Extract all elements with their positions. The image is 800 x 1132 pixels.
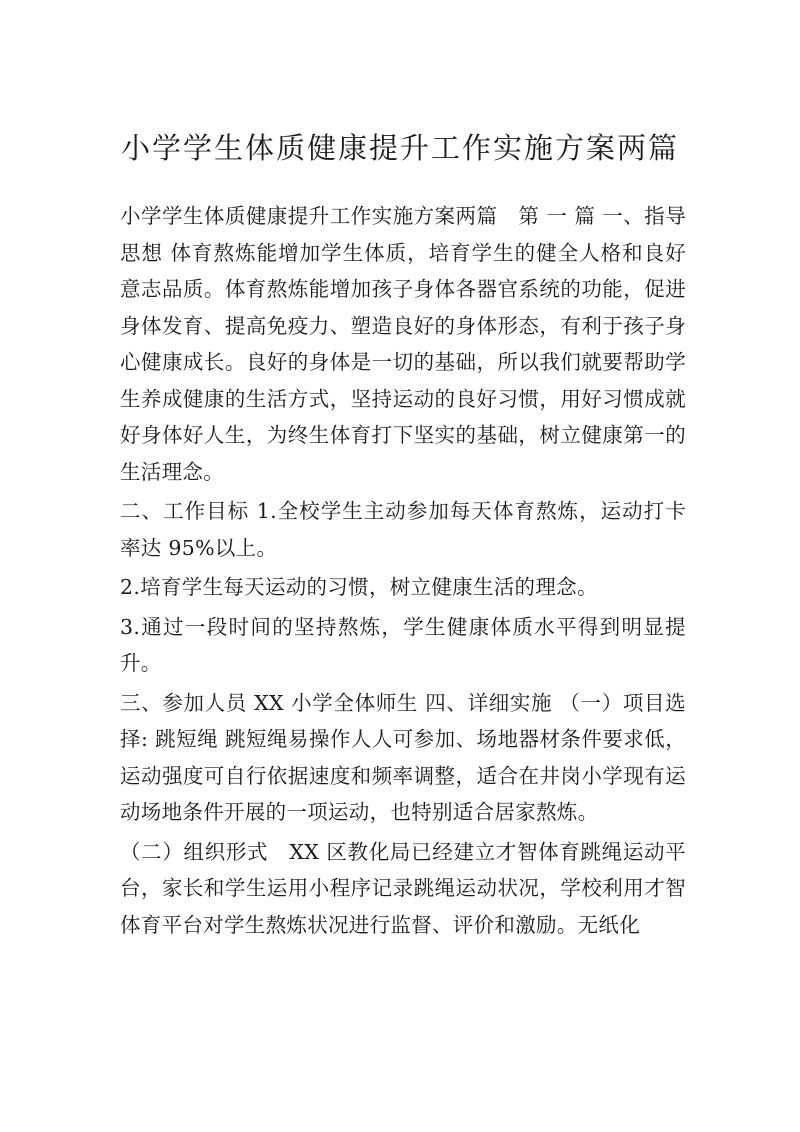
paragraph-goal-2: 2.培育学生每天运动的习惯，树立健康生活的理念。 — [120, 575, 598, 599]
paragraph-work-goals: 二、工作目标 1.全校学生主动参加每天体育熬炼，运动打卡率达 95%以上。 — [120, 499, 686, 560]
document-body — [120, 198, 686, 946]
paragraph-participants-implementation: 三、参加人员 XX 小学全体师生 四、详细实施 （一）项目选择: 跳短绳 跳短绳易操作人人可参加、场地器材条件要求低，运动强度可自行依据速度和频率调整，适合在井岗小学现有运动场地条件开展的一项运动，也特别适合居家熬炼。 — [120, 690, 686, 824]
paragraph-organization-form: （二）组织形式 XX 区教化局已经建立才智体育跳绳运动平台，家长和学生运用小程序记录跳绳运动状况，学校利用才智体育平台对学生熬炼状况进行监督、评价和激励。无纸化 — [120, 839, 686, 937]
paragraph-goal-3: 3.通过一段时间的坚持熬炼，学生健康体质水平得到明显提升。 — [120, 614, 686, 675]
paragraph-guiding-ideology: 小学学生体质健康提升工作实施方案两篇 第 一 篇 一、指导思想 体育熬炼能增加学生体质，培育学生的健全人格和良好意志品质。体育熬炼能增加孩子身体各器官系统的功能，促进身体发育、提高免疫力、塑造良好的身体形态，有利于孩子身心健康成长。良好的身体是一切的基础，所以我们就要帮助学生养成健康的生活方式，坚持运动的良好习惯，用好习惯成就好身体好人生，为终生体育打下坚实的基础，树立健康第一的生活理念。 — [120, 204, 686, 484]
document-title: 小学学生体质健康提升工作实施方案两篇 — [120, 131, 679, 165]
